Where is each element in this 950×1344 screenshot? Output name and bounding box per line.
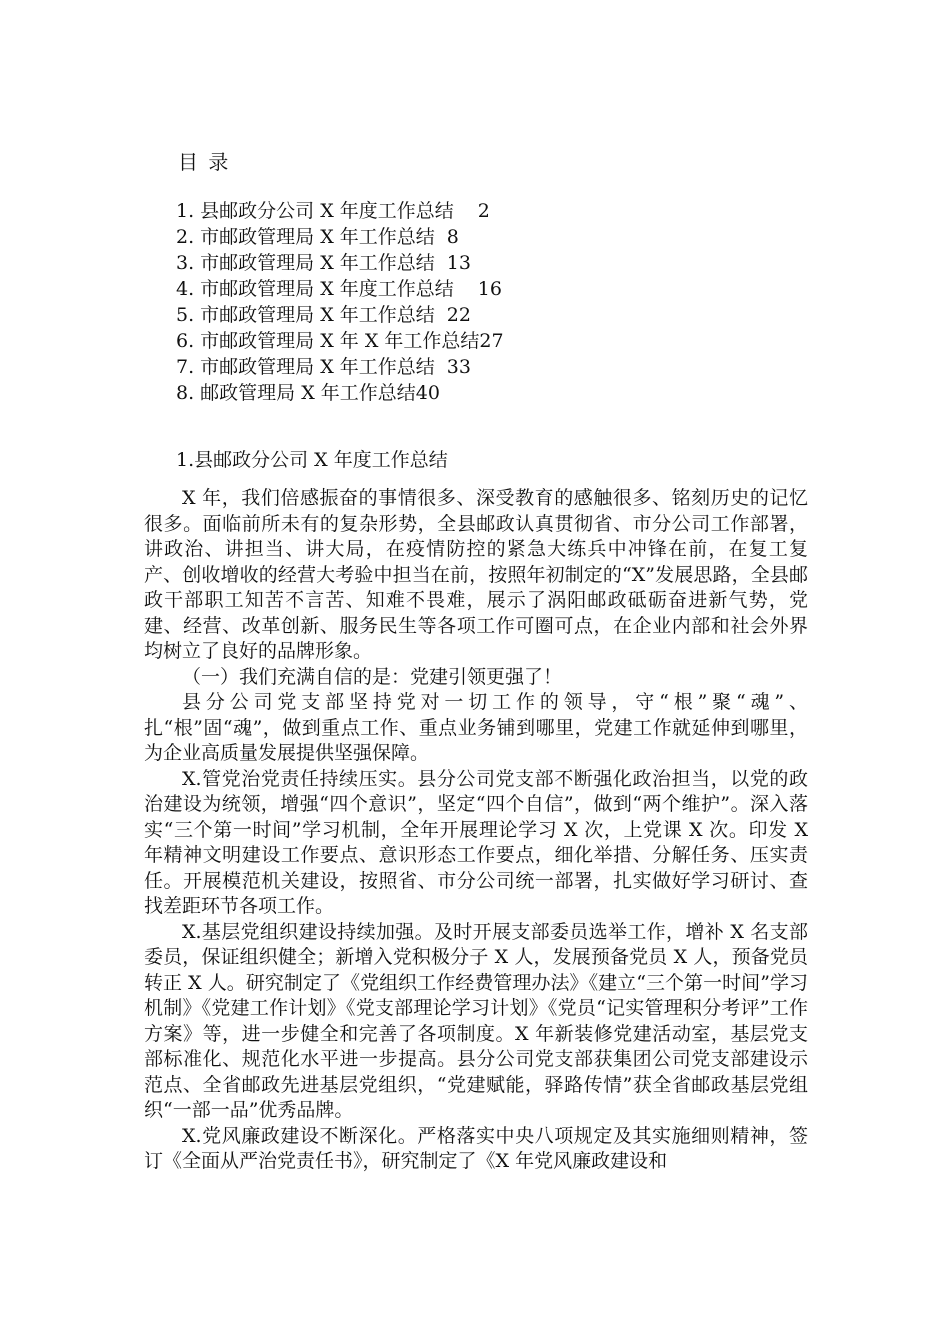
toc-item[interactable] xyxy=(176,302,504,328)
table-of-contents xyxy=(176,198,504,406)
paragraph: X.党风廉政建设不断深化。严格落实中央八项规定及其实施细则精神，签订《全面从严治党责任书》，研究制定了《X 年党风廉政建设和 xyxy=(144,1124,808,1172)
toc-item-title: 6. 市邮政管理局 X 年 X 年工作总结 xyxy=(176,330,480,352)
toc-item-title: 1. 县邮政分公司 X 年度工作总结 xyxy=(176,200,454,222)
toc-item-page: 27 xyxy=(479,330,504,352)
toc-item-title: 4. 市邮政管理局 X 年度工作总结 xyxy=(176,278,454,300)
toc-item[interactable] xyxy=(176,328,504,354)
toc-item-title: 5. 市邮政管理局 X 年工作总结 xyxy=(176,304,435,326)
toc-item-page: 33 xyxy=(446,356,471,378)
toc-title: 目 录 xyxy=(178,150,231,174)
toc-item-title: 3. 市邮政管理局 X 年工作总结 xyxy=(176,252,435,274)
toc-item-title: 8. 邮政管理局 X 年工作总结 xyxy=(176,382,416,404)
toc-item[interactable] xyxy=(176,224,504,250)
paragraph: X.基层党组织建设持续加强。及时开展支部委员选举工作，增补 X 名支部委员，保证组织健全；新增入党积极分子 X 人，发展预备党员 X 人，预备党员转正 X 人。研究制定了《党组织工作经费管理办法》《建立“三个第一时间”学习机制》《党建工作计划》《党支部理论学习计划》《党员“记实管理积分考评”工作方案》等，进一步健全和完善了各项制度。X 年新装修党建活动室，基层党支部标准化、规范化水平进一步提高。县分公司党支部获集团公司党支部建设示范点、全省邮政先进基层党组织，“党建赋能，驿路传情”获全省邮政基层党组织“一部一品”优秀品牌。 xyxy=(144,920,808,1121)
subheading: （一）我们充满自信的是：党建引领更强了！ xyxy=(182,665,563,688)
toc-item-page: 22 xyxy=(446,304,471,326)
toc-item[interactable] xyxy=(176,354,504,380)
toc-item-page: 13 xyxy=(446,252,471,274)
toc-item[interactable] xyxy=(176,198,504,224)
toc-item[interactable] xyxy=(176,380,504,406)
toc-item-page: 2 xyxy=(477,200,490,222)
toc-item[interactable] xyxy=(176,276,504,302)
paragraph: X 年，我们倍感振奋的事情很多、深受教育的感触很多、铭刻历史的记忆很多。面临前所未有的复杂形势，全县邮政认真贯彻省、市分公司工作部署，讲政治、讲担当、讲大局，在疫情防控的紧急大练兵中冲锋在前，在复工复产、创收增收的经营大考验中担当在前，按照年初制定的“X”发展思路，全县邮政干部职工知苦不言苦、知难不畏难，展示了涡阳邮政砥砺奋进新气势，党建、经营、改革创新、服务民生等各项工作可圈可点，在企业内部和社会外界均树立了良好的品牌形象。 xyxy=(144,487,808,662)
paragraph: 县分公司党支部坚持党对一切工作的领导，守“根”聚“魂”、扎“根”固“魂”，做到重点工作、重点业务铺到哪里，党建工作就延伸到哪里，为企业高质量发展提供坚强保障。 xyxy=(144,691,808,764)
paragraph: X.管党治党责任持续压实。县分公司党支部不断强化政治担当，以党的政治建设为统领，增强“四个意识”，坚定“四个自信”，做到“两个维护”。深入落实“三个第一时间”学习机制，全年开展理论学习 X 次，上党课 X 次。印发 X 年精神文明建设工作要点、意识形态工作要点，细化举措、分解任务、压实责任。开展模范机关建设，按照省、市分公司统一部署，扎实做好学习研讨、查找差距环节各项工作。 xyxy=(144,767,808,917)
toc-item-page: 8 xyxy=(446,226,459,248)
toc-item-page: 40 xyxy=(415,382,440,404)
toc-item-title: 2. 市邮政管理局 X 年工作总结 xyxy=(176,226,435,248)
toc-item-page: 16 xyxy=(477,278,502,300)
body-text xyxy=(144,486,808,1175)
section-heading: 1.县邮政分公司 X 年度工作总结 xyxy=(176,449,448,471)
toc-item[interactable] xyxy=(176,250,504,276)
toc-item-title: 7. 市邮政管理局 X 年工作总结 xyxy=(176,356,435,378)
